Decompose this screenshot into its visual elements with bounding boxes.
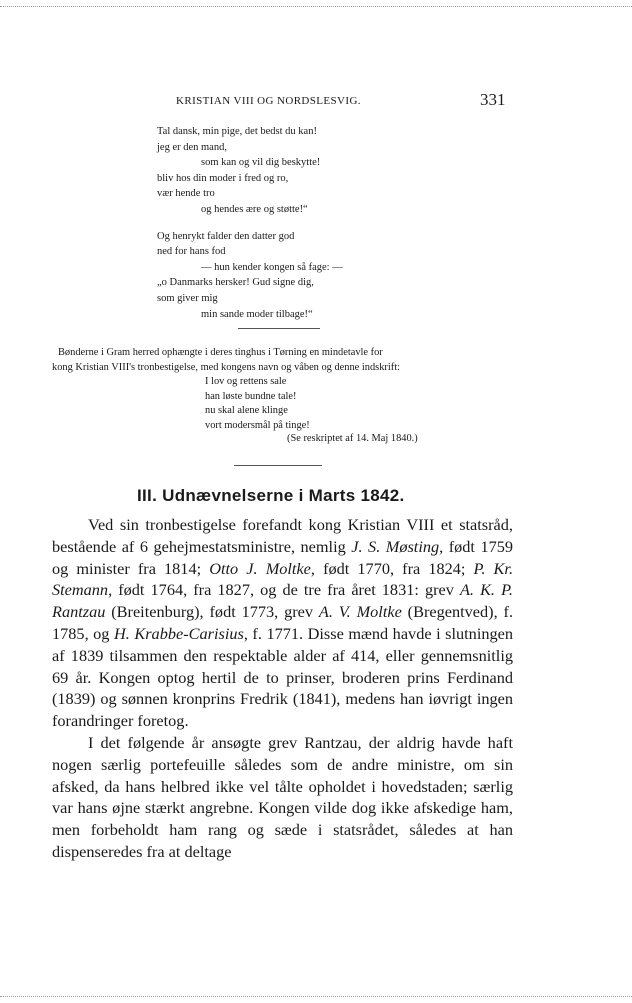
note-line: kong Kristian VIII's tronbestigelse, med kongens navn og våben og denne indskrift: — [52, 361, 400, 373]
body-text — [52, 514, 513, 863]
poem-line: Tal dansk, min pige, det bedst du kan! — [157, 126, 317, 137]
page-header — [0, 92, 632, 112]
stanza-gap — [157, 218, 577, 229]
person-name: J. S. Møsting — [351, 536, 440, 556]
inscription-line: han løste bundne tale! — [205, 390, 297, 402]
note-paragraph — [52, 346, 522, 375]
poem-line: og hendes ære og støtte!“ — [201, 203, 308, 215]
person-name: H. Krabbe-Carisius — [114, 623, 244, 643]
text-run: (Bregentved), f. 1785, og — [52, 602, 514, 643]
text-run: , født 1764, fra 1827, og de tre fra året 1831: grev — [108, 580, 460, 600]
text-run: , født 1759 og minister fra 1814; — [52, 536, 514, 578]
page-number: 331 — [480, 90, 506, 109]
inscription-line: nu skal alene klinge — [205, 405, 288, 417]
paragraph-1 — [52, 514, 513, 732]
poem-line: min sande moder tilbage!“ — [201, 308, 313, 320]
poem-line: ned for hans fod — [157, 246, 226, 258]
poem-line: bliv hos din moder i fred og ro, — [157, 172, 289, 184]
source-reference: (Se reskriptet af 14. Maj 1840.) — [287, 433, 418, 444]
inscription — [205, 375, 310, 433]
scan-top-edge — [0, 6, 632, 7]
inscription-line: I lov og rettens sale — [205, 376, 287, 387]
running-title: KRISTIAN VIII OG NORDSLESVIG. — [176, 95, 361, 107]
text-run: (Breitenburg), født 1773, grev — [105, 602, 319, 622]
divider-rule — [234, 465, 322, 466]
note-line: Bønderne i Gram herred ophængte i deres tinghus i Tørning en mindetavle for — [58, 347, 383, 358]
person-name: P. Kr. Stemann — [52, 558, 514, 600]
text-run: , f. 1771. Disse mænd havde i slutningen af 1839 tilsammen den respektable alder af 414, eller gennemsnitlig 69 år. Kongen optog hertil de to prinser, broderen prins Ferdinand (1839) og sønnen kronprins Fredrik (1841), medens han iøvrigt ingen forandringer foretog. — [52, 623, 513, 731]
poem-line: vær hende tro — [157, 188, 215, 200]
poem-line: som kan og vil dig beskytte! — [201, 157, 321, 169]
poem-line: jeg er den mand, — [157, 141, 227, 153]
section-title: III. Udnævnelserne i Marts 1842. — [137, 486, 405, 505]
poem-line: Og henrykt falder den datter god — [157, 230, 295, 242]
paragraph-2: I det følgende år ansøgte grev Rantzau, der aldrig havde haft nogen særlig portefeuille således som de andre ministre, om sin afsked, da hans helbred ikke vel tålte opholdet i hovedstaden; særlig var hans øjne stærkt angrebne. Kongen vilde dog ikke afskedige ham, men forbeholdt ham rang og sæde i statsrådet, således at han dispenseredes fra at deltage — [52, 732, 513, 861]
inscription-line: vort modersmål på tinge! — [205, 419, 310, 431]
divider-rule — [238, 328, 320, 329]
text-run: Ved sin tronbestigelse forefandt kong Kristian VIII et statsråd, bestående af 6 gehejmestatsministre, nemlig — [52, 515, 513, 556]
person-name: A. K. P. Rantzau — [52, 580, 513, 622]
poem-line: som giver mig — [157, 292, 218, 304]
poem-line: „o Danmarks hersker! Gud signe dig, — [157, 277, 314, 289]
poem — [157, 124, 577, 322]
poem-line: — hun kender kongen så fage: — — [201, 261, 343, 273]
scan-bottom-edge — [0, 996, 632, 997]
person-name: A. V. Moltke — [318, 602, 402, 622]
text-run: , født 1770, fra 1824; — [310, 558, 474, 578]
person-name: Otto J. Moltke — [209, 558, 311, 578]
